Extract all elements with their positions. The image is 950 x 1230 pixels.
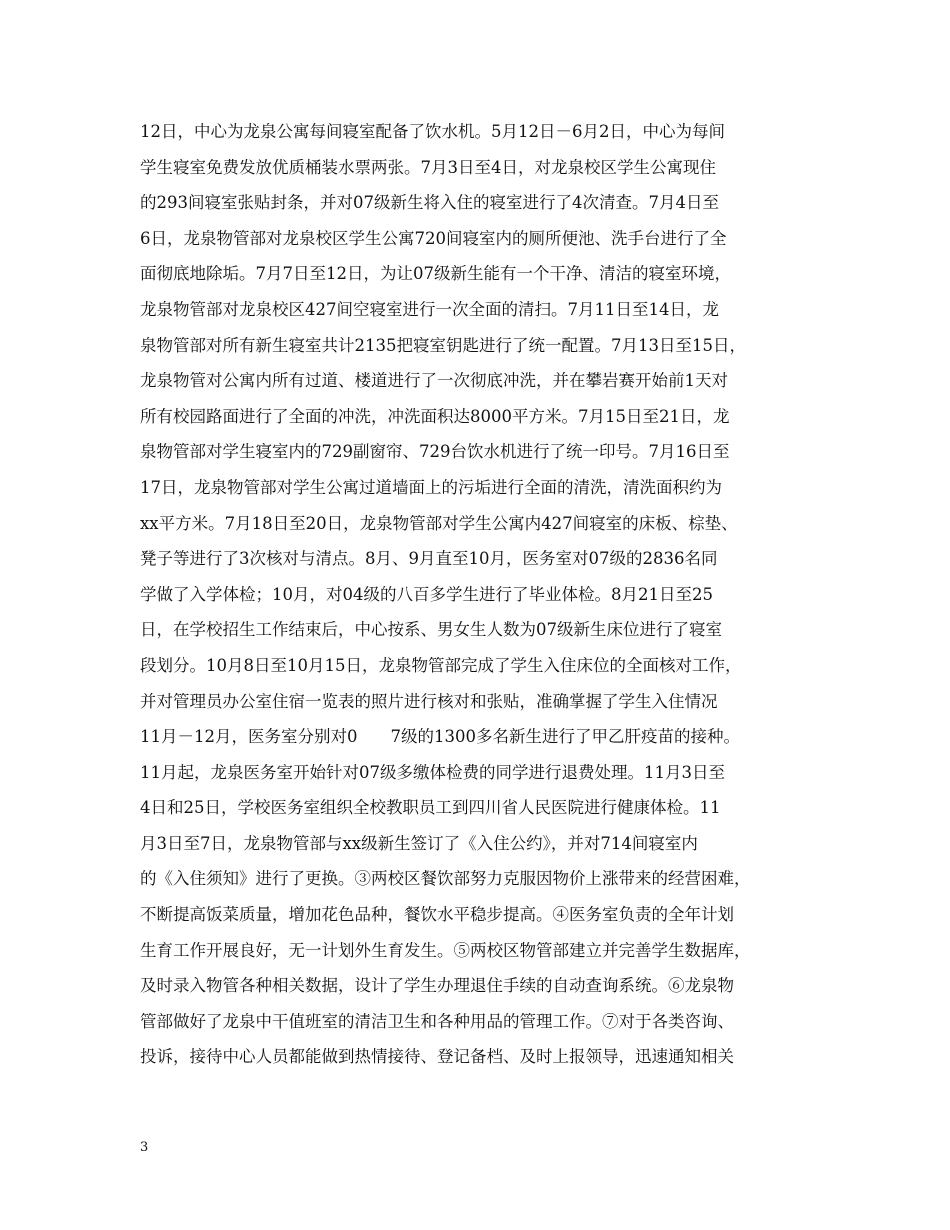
text-line: 管部做好了龙泉中干值班室的清洁卫生和各种用品的管理工作。⑦对于各类咨询、 [140,1011,734,1031]
text-line: 面彻底地除垢。7月7日至12日，为让07级新生能有一个干净、清洁的寝室环境， [140,264,731,284]
text-line: 17日，龙泉物管部对学生公寓过道墙面上的污垢进行全面的清洗，清洗面积约为 [140,477,722,497]
text-line: 不断提高饭菜质量，增加花色品种，餐饮水平稳步提高。④医务室负责的全年计划 [140,905,734,925]
text-line: 6日，龙泉物管部对龙泉校区学生公寓720间寝室内的厕所便池、洗手台进行了全 [140,228,727,248]
text-line: 月3日至7日，龙泉物管部与xx级新生签订了《入住公约》，并对714间寝室内 [140,833,698,853]
text-line: 生育工作开展良好，无一计划外生育发生。⑤两校区物管部建立并完善学生数据库， [140,940,751,960]
page-number: 3 [140,1140,149,1155]
text-line: 的293间寝室张贴封条，并对07级新生将入住的寝室进行了4次清查。7月4日至 [140,193,719,213]
text-line: 的《入住须知》进行了更换。③两校区餐饮部努力克服因物价上涨带来的经营困难， [140,869,751,889]
text-line: 4日和25日，学校医务室组织全校教职员工到四川省人民医院进行健康体检。11 [140,798,721,818]
text-line: 11月起，龙泉医务室开始针对07级多缴体检费的同学进行退费处理。11月3日至 [140,762,725,782]
body-text [140,114,840,1075]
text-line: 学做了入学体检；10月，对04级的八百多学生进行了毕业体检。8月21日至25 [140,584,713,604]
text-line: 11月－12月，医务室分别对0 7级的1300多名新生进行了甲乙肝疫苗的接种。 [140,727,740,747]
text-line: 龙泉物管对公寓内所有过道、楼道进行了一次彻底冲洗，并在攀岩赛开始前1天对 [140,371,728,391]
text-line: 日，在学校招生工作结束后，中心按系、男女生人数为07级新生床位进行了寝室 [140,620,722,640]
text-line: 并对管理员办公室住宿一览表的照片进行核对和张贴，准确掌握了学生入住情况 [140,691,718,711]
text-line: 所有校园路面进行了全面的冲洗，冲洗面积达8000平方米。7月15日至21日，龙 [140,406,730,426]
text-line: 龙泉物管部对龙泉校区427间空寝室进行一次全面的清扫。7月11日至14日，龙 [140,299,719,319]
text-line: 12日，中心为龙泉公寓每间寝室配备了饮水机。5月12日－6月2日，中心为每间 [140,122,725,141]
text-line: 凳子等进行了3次核对与清点。8月、9月直至10月，医务室对07级的2836名同 [140,549,718,569]
text-line: 段划分。10月8日至10月15日，龙泉物管部完成了学生入住床位的全面核对工作， [140,655,742,675]
text-line: 泉物管部对所有新生寝室共计2135把寝室钥匙进行了统一配置。7月13日至15日， [140,335,746,355]
text-line: 学生寝室免费发放优质桶装水票两张。7月3日至4日，对龙泉校区学生公寓现住 [140,157,716,177]
text-line: 泉物管部对学生寝室内的729副窗帘、729台饮水机进行了统一印号。7月16日至 [140,442,730,462]
text-line: 投诉，接待中心人员都能做到热情接待、登记备档、及时上报领导，迅速通知相关 [140,1047,734,1067]
text-line: xx平方米。7月18日至20日，龙泉物管部对学生公寓内427间寝室的床板、棕垫、 [140,513,738,533]
text-line: 及时录入物管各种相关数据，设计了学生办理退住手续的自动查询系统。⑥龙泉物 [140,976,734,996]
